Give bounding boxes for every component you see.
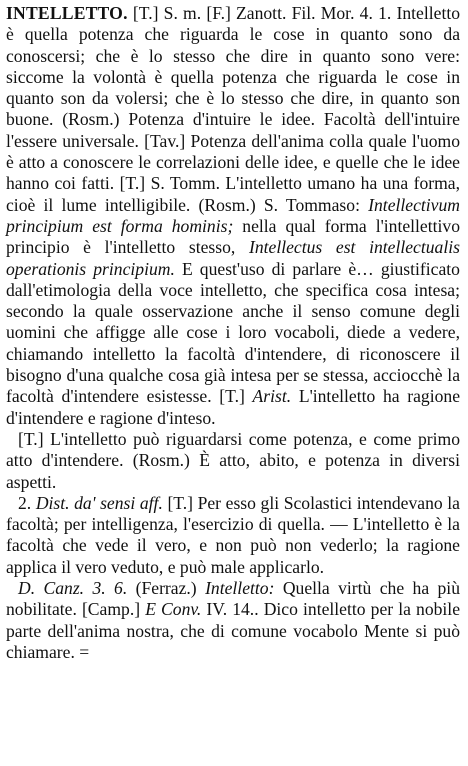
dante-source: D. Canz. 3. 6. <box>18 578 128 599</box>
latin-quote-2: Intellectus est intellectualis operationis principium. <box>6 237 460 279</box>
entry-paragraph-sense-2 <box>6 493 460 578</box>
definition-text-3: E quest'uso di parlare è… giustificato dall'etimologia della voce intelletto, che specifica cosa intesa; secondo la quale osservazione anche il senso comune degli uomini che affigge alle cose i loro vocaboli, diede a vedere, chiamando intelletto la facoltà d'intendere, di riconoscere il bisogno d'una qualche cosa già intesa per se stessa, acciocchè la facoltà d'intendere esistesse. [T.] <box>6 258 460 407</box>
latin-quote-1: Intellectivum principium est forma hominis; <box>6 194 460 236</box>
source-arist: Arist. <box>252 386 292 407</box>
definition-text: Intelletto è quella potenza che riguarda le cose in quanto sono da conoscersi; che è lo stesso che dire in quanto sono vere: siccome la volontà è quella potenza che riguarda le cose in quanto son da volersi; che è lo stesso che dire, in quanto son buone. (Rosm.) Potenza d'intuire le idee. Facoltà dell'intuire l'essere universale. [Tav.] Potenza dell'anima colla quale l'uomo è atto a conoscere le correlazioni delle idee, e quelle che le idee hanno coi fatti. [T.] S. Tomm. L'intelletto umano ha una forma, cioè il lume intelligibile. (Rosm.) S. Tommaso: <box>6 3 461 215</box>
dante-quote: Quella virtù che ha più nobilitate. [Camp.] <box>6 578 460 620</box>
entry-paragraph-main <box>6 3 460 429</box>
convivio-ref: IV. 14. <box>201 599 255 620</box>
entry-paragraph-dante: D. Canz. 3. 6. (Ferraz.) Intelletto: Quella virtù che ha più nobilitate. [Camp.] E Conv. IV. 14.. Dico intelletto per la nobile parte dell'anima nostra, che di comune vocabolo Mente si può chiamare. = <box>6 578 461 662</box>
intelletto-quote-word: Intelletto: <box>205 578 275 599</box>
sense-2-label: Dist. da' sensi aff. <box>35 492 163 513</box>
convivio-quote: Dico intelletto per la nobile parte dell'anima nostra, che di comune vocabolo Mente si può chiamare. = <box>6 599 461 662</box>
entry-head-line: [T.] S. m. [F.] Zanott. Fil. Mor. 4. 1. <box>132 3 392 23</box>
definition-text-2: nella qual forma l'intellettivo principio è l'intelletto stesso, <box>6 215 460 258</box>
sense-2-text: [T.] Per esso gli Scolastici intendevano la facoltà; per intelligenza, l'esercizio di quella. — L'intelletto è la facoltà che vede il vero, e non può non vederlo; la ragione applica il vero veduto, e può male applicarlo. <box>6 492 460 577</box>
entry-paragraph-potenza <box>6 429 460 493</box>
headword: INTELLETTO. <box>6 3 128 23</box>
sense-2-number: 2. <box>18 492 32 513</box>
definition-text-4: L'intelletto ha ragione d'intendere e ragione d'inteso. <box>6 386 461 428</box>
convivio-source: E Conv. <box>145 599 202 620</box>
ferraz-ref: (Ferraz.) <box>135 578 197 599</box>
paragraph-2-text: [T.] L'intelletto può riguardarsi come potenza, e come primo atto d'intendere. (Rosm.) È atto, abito, e potenza in diversi aspetti. <box>6 428 460 492</box>
